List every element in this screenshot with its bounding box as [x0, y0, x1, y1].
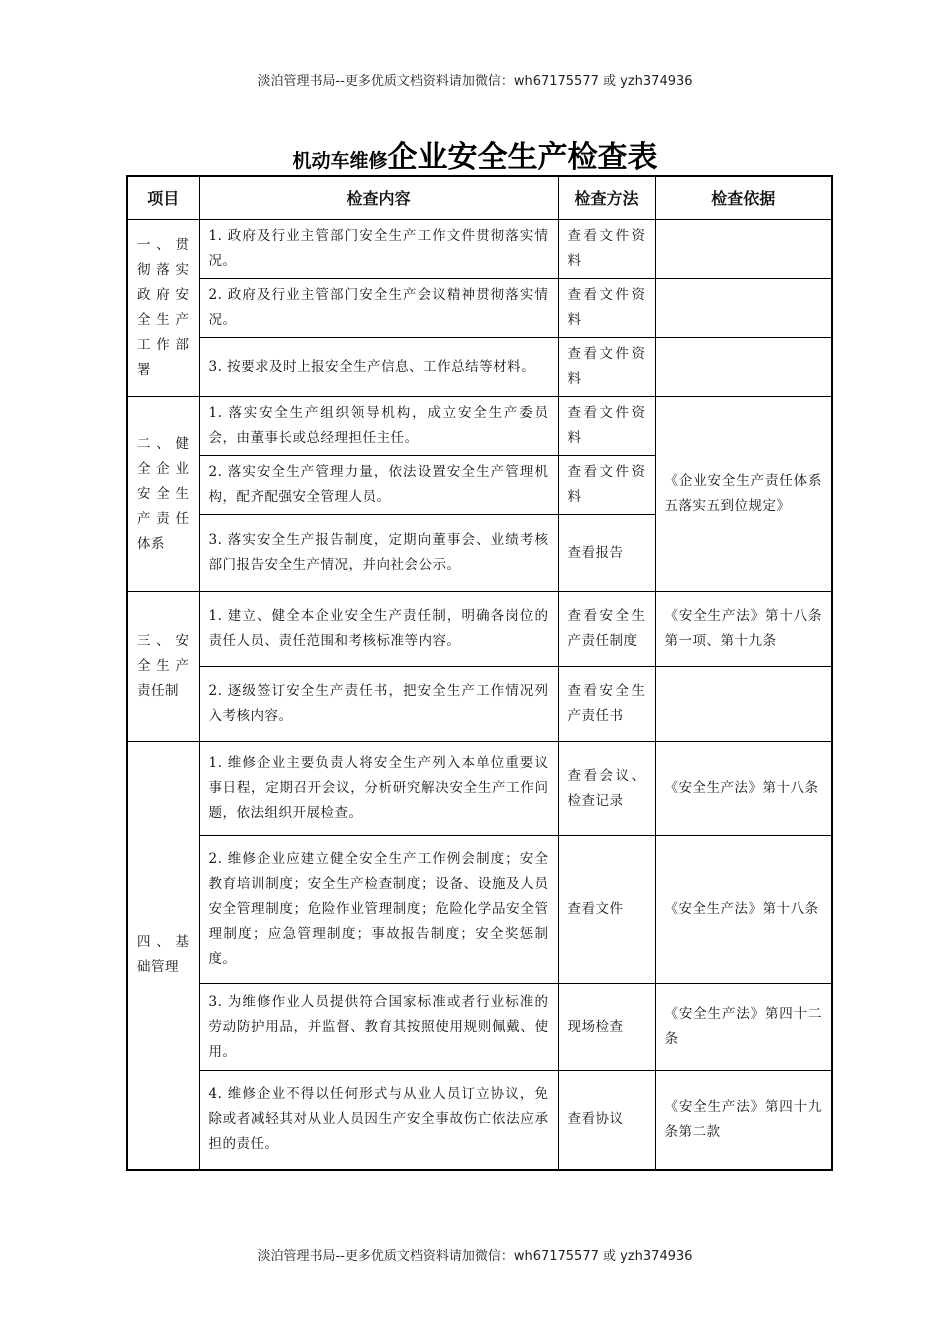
- category-cell: 三、安全生产责任制: [127, 592, 199, 742]
- content-cell: 1. 维修企业主要负责人将安全生产列入本单位重要议事日程，定期召开会议，分析研究解决安全生产工作问题，依法组织开展检查。: [199, 742, 558, 836]
- header-note: 淡泊管理书局--更多优质文档资料请加微信：wh67175577 或 yzh374936: [257, 74, 693, 89]
- basis-cell: 《安全生产法》第十八条第一项、第十九条: [655, 592, 832, 667]
- header-basis: 检查依据: [655, 176, 832, 220]
- category-cell: 一、贯彻落实政府安全生产工作部署: [127, 220, 199, 397]
- method-cell: 查看安全生产责任书: [558, 667, 655, 742]
- table-row: [127, 984, 832, 1071]
- content-cell: 2. 落实安全生产管理力量，依法设置安全生产管理机构，配齐配强安全管理人员。: [199, 456, 558, 515]
- method-cell: 查看文件资料: [558, 220, 655, 279]
- method-cell: 现场检查: [558, 984, 655, 1071]
- basis-cell: 《安全生产法》第十八条: [655, 742, 832, 836]
- table-row: [127, 667, 832, 742]
- table-row: [127, 338, 832, 397]
- content-cell: 4. 维修企业不得以任何形式与从业人员订立协议，免除或者减轻其对从业人员因生产安全事故伤亡依法应承担的责任。: [199, 1071, 558, 1170]
- inspection-table: [126, 175, 833, 1171]
- footer-note: 淡泊管理书局--更多优质文档资料请加微信：wh67175577 或 yzh374936: [257, 1249, 693, 1264]
- method-cell: 查看文件资料: [558, 338, 655, 397]
- method-cell: 查看文件资料: [558, 397, 655, 456]
- content-cell: 3. 落实安全生产报告制度，定期向董事会、业绩考核部门报告安全生产情况，并向社会公示。: [199, 515, 558, 592]
- table-row: [127, 592, 832, 667]
- content-cell: 3. 按要求及时上报安全生产信息、工作总结等材料。: [199, 338, 558, 397]
- content-cell: 1. 政府及行业主管部门安全生产工作文件贯彻落实情况。: [199, 220, 558, 279]
- method-cell: 查看协议: [558, 1071, 655, 1170]
- basis-cell: 《安全生产法》第十八条: [655, 836, 832, 984]
- basis-cell: [655, 338, 832, 397]
- title-prefix: 机动车维修: [292, 150, 388, 172]
- table-row: [127, 279, 832, 338]
- header-method: 检查方法: [558, 176, 655, 220]
- content-cell: 3. 为维修作业人员提供符合国家标准或者行业标准的劳动防护用品，并监督、教育其按照使用规则佩戴、使用。: [199, 984, 558, 1071]
- basis-cell: [655, 220, 832, 279]
- header-item: 项目: [127, 176, 199, 220]
- method-cell: 查看文件资料: [558, 456, 655, 515]
- content-cell: 1. 建立、健全本企业安全生产责任制，明确各岗位的责任人员、责任范围和考核标准等内容。: [199, 592, 558, 667]
- header-content: 检查内容: [199, 176, 558, 220]
- content-cell: 2. 维修企业应建立健全安全生产工作例会制度；安全教育培训制度；安全生产检查制度；设备、设施及人员安全管理制度；危险作业管理制度；危险化学品安全管理制度；应急管理制度；事故报告制度；安全奖惩制度。: [199, 836, 558, 984]
- table-row: [127, 742, 832, 836]
- title-main: 企业安全生产检查表: [387, 140, 658, 175]
- basis-cell: 《企业安全生产责任体系五落实五到位规定》: [655, 397, 832, 592]
- method-cell: 查看会议、检查记录: [558, 742, 655, 836]
- content-cell: 1. 落实安全生产组织领导机构，成立安全生产委员会，由董事长或总经理担任主任。: [199, 397, 558, 456]
- table-row: [127, 1071, 832, 1170]
- method-cell: 查看安全生产责任制度: [558, 592, 655, 667]
- page-title: [0, 132, 950, 176]
- category-cell: 四、基础管理: [127, 742, 199, 1170]
- basis-cell: [655, 279, 832, 338]
- category-cell: 二、健全企业安全生产责任体系: [127, 397, 199, 592]
- table-row: [127, 836, 832, 984]
- method-cell: 查看文件: [558, 836, 655, 984]
- table-row: [127, 220, 832, 279]
- basis-cell: 《安全生产法》第四十九条第二款: [655, 1071, 832, 1170]
- basis-cell: [655, 667, 832, 742]
- table-header-row: [127, 176, 832, 220]
- method-cell: 查看文件资料: [558, 279, 655, 338]
- content-cell: 2. 逐级签订安全生产责任书，把安全生产工作情况列入考核内容。: [199, 667, 558, 742]
- content-cell: 2. 政府及行业主管部门安全生产会议精神贯彻落实情况。: [199, 279, 558, 338]
- method-cell: 查看报告: [558, 515, 655, 592]
- table-row: [127, 397, 832, 456]
- basis-cell: 《安全生产法》第四十二条: [655, 984, 832, 1071]
